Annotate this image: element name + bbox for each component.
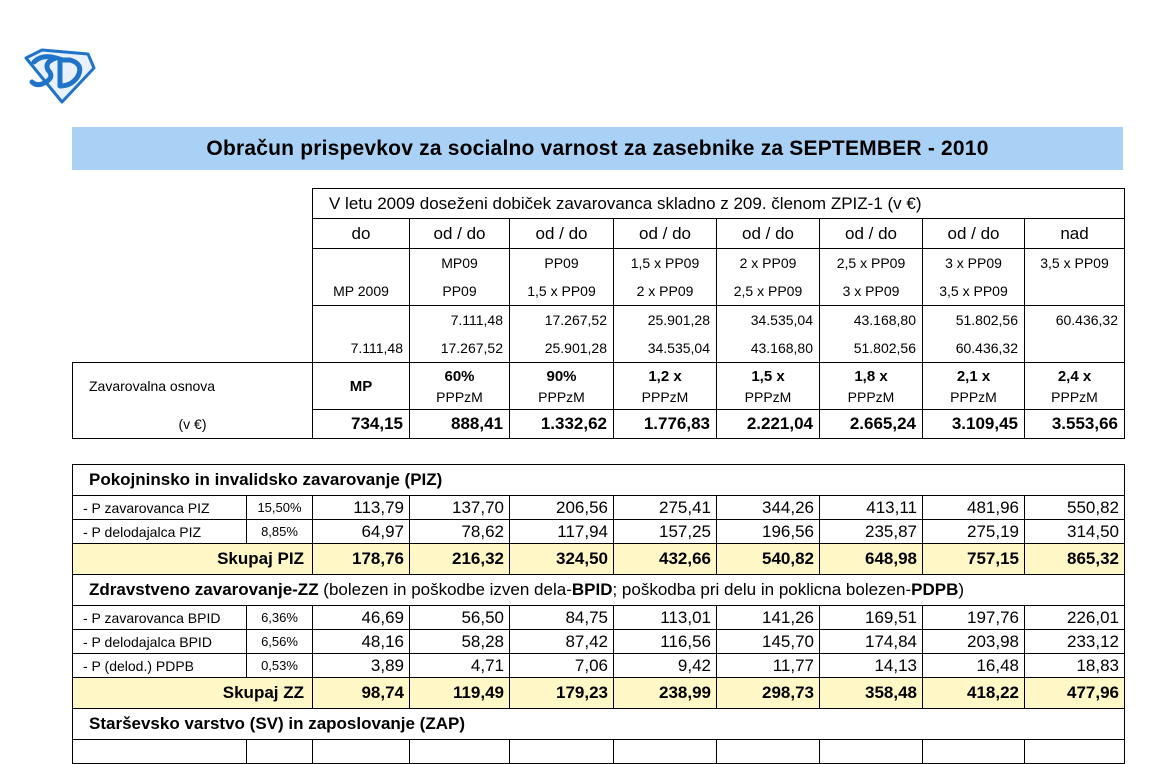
range-to: PP09 — [410, 277, 510, 306]
bracket-col: od / do — [717, 219, 820, 249]
row-value: 196,56 — [717, 520, 820, 544]
base-top: 60% — [444, 367, 475, 385]
row-value: 203,98 — [923, 630, 1025, 654]
row-value: 275,19 — [923, 520, 1025, 544]
row-rate: 6,36% — [247, 606, 313, 630]
base-bottom: PPPzM — [744, 388, 792, 405]
base-bottom: PPPzM — [950, 388, 997, 405]
base-label: Zavarovalna osnova — [73, 363, 313, 410]
amount-from: 51.802,56 — [923, 306, 1025, 335]
row-value: 235,87 — [820, 520, 923, 544]
sum-value: 238,99 — [614, 678, 717, 709]
sum-value: 648,98 — [820, 544, 923, 575]
zz-title-part: PDPB — [911, 580, 959, 599]
table-row — [73, 630, 1125, 654]
sum-value: 324,50 — [510, 544, 614, 575]
sum-value: 98,74 — [313, 678, 410, 709]
range-from: 2 x PP09 — [717, 249, 820, 278]
base-top: 1,2 x — [648, 367, 682, 385]
base-value: 3.553,66 — [1025, 410, 1125, 439]
range-from: 3 x PP09 — [923, 249, 1025, 278]
base-bottom: PPPzM — [1051, 388, 1098, 405]
amount-to: 25.901,28 — [510, 334, 614, 363]
contributions-table — [72, 464, 1125, 764]
bracket-col: od / do — [410, 219, 510, 249]
section-title-piz: Pokojninsko in invalidsko zavarovanje (PIZ) — [73, 465, 1125, 496]
range-to: 2,5 x PP09 — [717, 277, 820, 306]
range-to — [1025, 277, 1125, 306]
row-value: 481,96 — [923, 496, 1025, 520]
bracket-col: od / do — [614, 219, 717, 249]
base-top: 2,1 x — [956, 367, 991, 385]
page-title-bar — [72, 127, 1123, 170]
base-top: 90% — [546, 367, 577, 385]
range-to: 1,5 x PP09 — [510, 277, 614, 306]
row-value: 141,26 — [717, 606, 820, 630]
row-value: 56,50 — [410, 606, 510, 630]
table-row — [73, 496, 1125, 520]
company-logo — [22, 48, 96, 104]
sum-value: 432,66 — [614, 544, 717, 575]
range-from: MP09 — [410, 249, 510, 278]
row-label: - P delodajalca PIZ — [73, 520, 247, 544]
sum-label: Skupaj ZZ — [73, 678, 313, 709]
base-cell — [510, 363, 614, 410]
range-from: 2,5 x PP09 — [820, 249, 923, 278]
base-cell — [717, 363, 820, 410]
amount-to: 34.535,04 — [614, 334, 717, 363]
base-value: 3.109,45 — [923, 410, 1025, 439]
base-bottom: PPPzM — [847, 388, 895, 405]
row-value: 206,56 — [510, 496, 614, 520]
row-value: 233,12 — [1025, 630, 1125, 654]
range-to: 3 x PP09 — [820, 277, 923, 306]
amount-from: 43.168,80 — [820, 306, 923, 335]
base-cell — [410, 363, 510, 410]
row-value: 117,94 — [510, 520, 614, 544]
row-value: 113,79 — [313, 496, 410, 520]
row-rate: 15,50% — [247, 496, 313, 520]
row-value: 157,25 — [614, 520, 717, 544]
base-unit: (v €) — [73, 410, 313, 439]
row-value: 169,51 — [820, 606, 923, 630]
row-value: 113,01 — [614, 606, 717, 630]
base-cell — [313, 363, 410, 410]
range-from: 3,5 x PP09 — [1025, 249, 1125, 278]
row-value: 314,50 — [1025, 520, 1125, 544]
sum-label: Skupaj PIZ — [73, 544, 313, 575]
section-title-sv: Starševsko varstvo (SV) in zaposlovanje (ZAP) — [73, 709, 1125, 740]
row-value: 275,41 — [614, 496, 717, 520]
amount-to: 43.168,80 — [717, 334, 820, 363]
range-to: 3,5 x PP09 — [923, 277, 1025, 306]
row-value: 18,83 — [1025, 654, 1125, 678]
range-from: 1,5 x PP09 — [614, 249, 717, 278]
base-value: 888,41 — [410, 410, 510, 439]
base-top: 2,4 x — [1057, 367, 1092, 385]
base-bottom: PPPzM — [436, 388, 483, 405]
row-value: 16,48 — [923, 654, 1025, 678]
sum-value: 119,49 — [410, 678, 510, 709]
base-value: 1.332,62 — [510, 410, 614, 439]
amount-to: 51.802,56 — [820, 334, 923, 363]
row-value: 4,71 — [410, 654, 510, 678]
base-cell — [820, 363, 923, 410]
base-value: 2.221,04 — [717, 410, 820, 439]
base-top: 1,5 x — [751, 367, 785, 385]
base-cell — [1025, 363, 1125, 410]
income-brackets-table — [72, 188, 1125, 439]
row-label: - P (delod.) PDPB — [73, 654, 247, 678]
row-label: - P zavarovanca BPID — [73, 606, 247, 630]
row-value: 137,70 — [410, 496, 510, 520]
zz-title-part: ; poškodba pri delu in poklicna bolezen- — [612, 580, 912, 599]
amount-from: 60.436,32 — [1025, 306, 1125, 335]
base-cell — [923, 363, 1025, 410]
amount-from: 17.267,52 — [510, 306, 614, 335]
row-value: 7,06 — [510, 654, 614, 678]
zz-title-part: (bolezen in poškodbe izven dela- — [318, 580, 572, 599]
bracket-col: od / do — [510, 219, 614, 249]
base-value: 1.776,83 — [614, 410, 717, 439]
zz-title-part: BPID — [571, 580, 613, 599]
row-value: 46,69 — [313, 606, 410, 630]
row-value: 14,13 — [820, 654, 923, 678]
base-cell — [614, 363, 717, 410]
sum-value: 358,48 — [820, 678, 923, 709]
bracket-col: od / do — [820, 219, 923, 249]
sum-value: 418,22 — [923, 678, 1025, 709]
row-label: - P delodajalca BPID — [73, 630, 247, 654]
base-value: 2.665,24 — [820, 410, 923, 439]
range-to: 2 x PP09 — [614, 277, 717, 306]
sum-value: 757,15 — [923, 544, 1025, 575]
brackets-header: V letu 2009 doseženi dobiček zavarovanca skladno z 209. členom ZPIZ-1 (v €) — [313, 189, 1125, 219]
row-value: 11,77 — [717, 654, 820, 678]
bracket-col: od / do — [923, 219, 1025, 249]
amount-to: 60.436,32 — [923, 334, 1025, 363]
row-value: 78,62 — [410, 520, 510, 544]
base-bottom: PPPzM — [641, 388, 689, 405]
row-value: 116,56 — [614, 630, 717, 654]
row-value: 344,26 — [717, 496, 820, 520]
row-value: 48,16 — [313, 630, 410, 654]
zz-title-part: Zdravstveno zavarovanje-ZZ — [89, 580, 319, 599]
sum-value: 179,23 — [510, 678, 614, 709]
row-value: 3,89 — [313, 654, 410, 678]
row-value: 197,76 — [923, 606, 1025, 630]
base-bottom: PPPzM — [538, 388, 585, 405]
amount-from — [313, 306, 410, 335]
sum-value: 178,76 — [313, 544, 410, 575]
range-from: PP09 — [510, 249, 614, 278]
range-to: MP 2009 — [313, 277, 410, 306]
page-title: Obračun prispevkov za socialno varnost za zasebnike za SEPTEMBER - 2010 — [206, 136, 989, 160]
row-value: 174,84 — [820, 630, 923, 654]
table-row — [73, 740, 1125, 764]
row-value: 64,97 — [313, 520, 410, 544]
bracket-col: nad — [1025, 219, 1125, 249]
base-value: 734,15 — [313, 410, 410, 439]
table-row — [73, 606, 1125, 630]
row-rate: 8,85% — [247, 520, 313, 544]
zz-title-part: ) — [958, 580, 965, 599]
sum-value: 477,96 — [1025, 678, 1125, 709]
sum-row-zz — [73, 678, 1125, 709]
amount-to: 7.111,48 — [313, 334, 410, 363]
table-row — [73, 520, 1125, 544]
amount-to — [1025, 334, 1125, 363]
bracket-col-row — [73, 219, 1125, 249]
sum-value: 865,32 — [1025, 544, 1125, 575]
table-row — [73, 654, 1125, 678]
row-value: 413,11 — [820, 496, 923, 520]
bracket-col: do — [313, 219, 410, 249]
base-top: 1,8 x — [854, 367, 888, 385]
row-label: - P zavarovanca PIZ — [73, 496, 247, 520]
amount-from: 7.111,48 — [410, 306, 510, 335]
row-rate: 6,56% — [247, 630, 313, 654]
section-title-zz — [73, 575, 1125, 606]
row-value: 226,01 — [1025, 606, 1125, 630]
sum-value: 540,82 — [717, 544, 820, 575]
amount-from: 25.901,28 — [614, 306, 717, 335]
row-value: 84,75 — [510, 606, 614, 630]
row-value: 87,42 — [510, 630, 614, 654]
sum-row-piz — [73, 544, 1125, 575]
row-value: 9,42 — [614, 654, 717, 678]
sum-value: 298,73 — [717, 678, 820, 709]
row-value: 550,82 — [1025, 496, 1125, 520]
amount-to: 17.267,52 — [410, 334, 510, 363]
row-value: 58,28 — [410, 630, 510, 654]
sum-value: 216,32 — [410, 544, 510, 575]
amount-from: 34.535,04 — [717, 306, 820, 335]
range-from — [313, 249, 410, 278]
row-value: 145,70 — [717, 630, 820, 654]
row-rate: 0,53% — [247, 654, 313, 678]
base-top: MP — [349, 377, 373, 395]
